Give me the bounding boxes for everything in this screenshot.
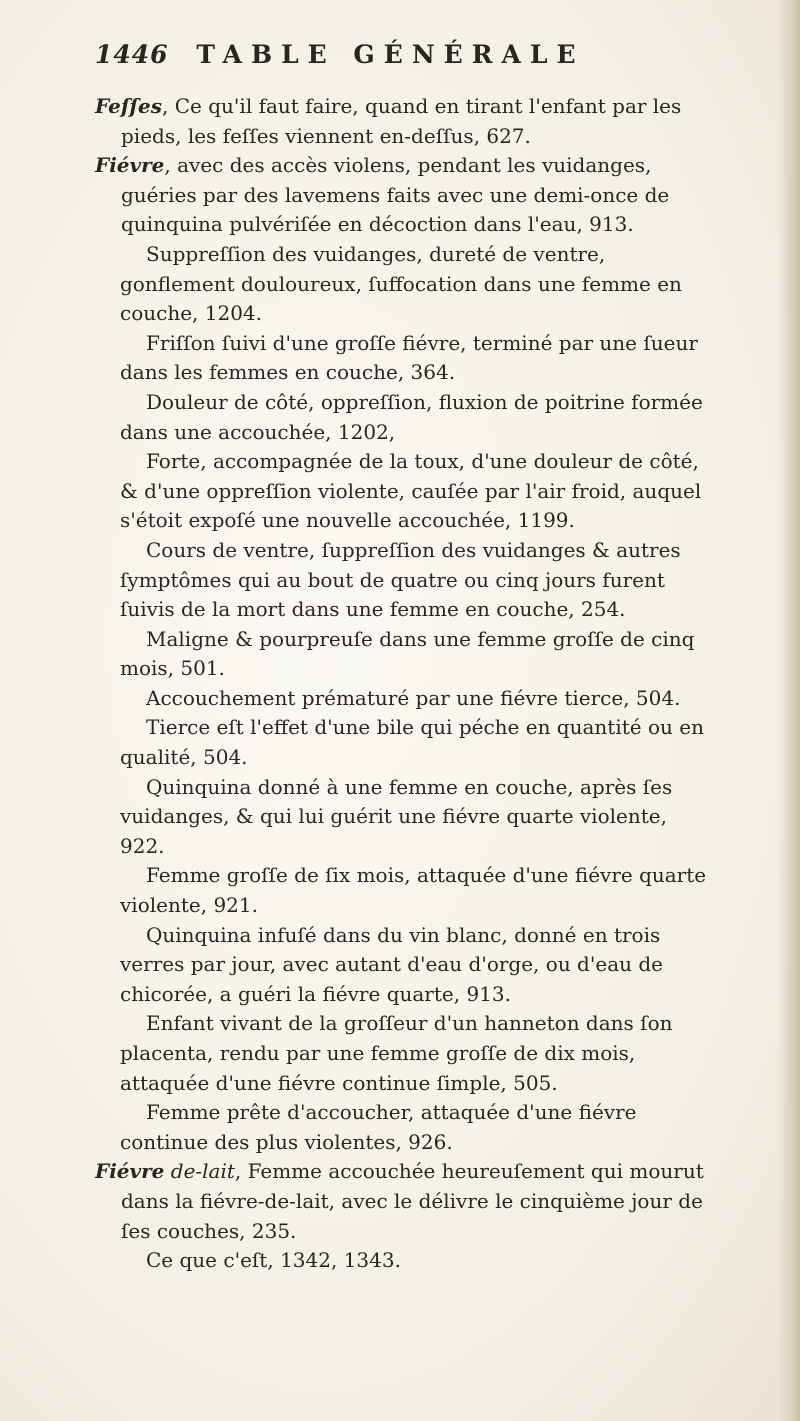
entry-text: Tierce eſt l'effet d'une bile qui péche en quantité ou en qualité, 504. xyxy=(120,715,704,770)
running-header xyxy=(95,40,675,69)
index-entry xyxy=(95,151,715,240)
entry-text: Suppreſſion des vuidanges, dureté de ventre, gonflement douloureux, ſuffocation dans une femme en couche, 1204. xyxy=(120,241,682,326)
index-subentry xyxy=(94,240,715,329)
entry-keyword: Feſſes xyxy=(95,94,163,118)
page-edge xyxy=(778,0,800,1421)
entry-text: Femme prête d'accoucher, attaquée d'une fiévre continue des plus violentes, 926. xyxy=(120,1100,637,1154)
entry-text: Maligne & pourpreuſe dans une femme groſſe de cinq mois, 501. xyxy=(120,626,695,681)
index-subentry xyxy=(94,447,715,536)
entry-text: Accouchement prématuré par une fiévre tierce, 504. xyxy=(146,685,681,710)
index-subentry xyxy=(94,684,715,714)
index-subentry xyxy=(94,713,715,772)
page-number: 1446 xyxy=(95,40,169,69)
index-subentry xyxy=(94,388,715,447)
index-entry xyxy=(95,92,715,151)
index-subentry xyxy=(94,861,715,920)
entry-text: Cours de ventre, ſuppreſſion des vuidanges & autres ſymptômes qui au bout de quatre ou cinq jours furent ſuivis de la mort dans une femme en couche, 254. xyxy=(120,537,681,622)
entry-text: Friſſon ſuivi d'une groſſe fiévre, terminé par une ſueur dans les femmes en couche, 364. xyxy=(120,330,698,385)
index-subentry xyxy=(94,921,715,1010)
entry-text: , Ce qu'il faut faire, quand en tirant l'enfant par les pieds, les feſſes viennent en-deſſus, 627. xyxy=(121,94,682,148)
entry-text: Enfant vivant de la groſſeur d'un hanneton dans ſon placenta, rendu par une femme groſſe de dix mois, attaquée d'une fiévre continue ſimple, 505. xyxy=(120,1011,673,1095)
index-subentry xyxy=(94,1246,715,1276)
index-subentry xyxy=(94,329,715,388)
entry-text: Femme groſſe de ſix mois, attaquée d'une fiévre quarte violente, 921. xyxy=(120,863,707,918)
header-title: TABLE GÉNÉRALE xyxy=(196,40,585,69)
entry-keyword: Fiévre xyxy=(95,1159,165,1184)
entry-text: Quinquina donné à une femme en couche, après ſes vuidanges, & qui lui guérit une fiévre quarte violente, 922. xyxy=(120,774,673,858)
index-subentry xyxy=(94,625,715,684)
index-subentry xyxy=(94,536,715,625)
entry-text: Ce que c'eſt, 1342, 1343. xyxy=(146,1248,401,1273)
index-subentry xyxy=(94,1009,715,1098)
entry-text: Douleur de côté, oppreſſion, fluxion de poitrine formée dans une accouchée, 1202, xyxy=(120,389,703,444)
index-body xyxy=(95,92,715,1276)
entry-text: , avec des accès violens, pendant les vuidanges, guéries par des lavemens faits avec une demi-once de quinquina pulvériſée en décoction dans l'eau, 913. xyxy=(121,153,670,237)
entry-keyword: Fiévre xyxy=(95,153,165,178)
index-subentry xyxy=(94,773,715,862)
entry-text: Quinquina infuſé dans du vin blanc, donné en trois verres par jour, avec autant d'eau d'orge, ou d'eau de chicorée, a guéri la fiévre quarte, 913. xyxy=(120,922,663,1006)
entry-text: Forte, accompagnée de la toux, d'une douleur de côté, & d'une oppreſſion violente, cauſée par l'air froid, auquel s'étoit expoſé une nouvelle accouchée, 1199. xyxy=(120,449,702,533)
entry-keyword-qualifier: de-lait xyxy=(170,1159,235,1184)
index-subentry xyxy=(94,1098,715,1157)
index-entry xyxy=(95,1157,715,1246)
entry-text: , Femme accouchée heureuſement qui mourut dans la fiévre-de-lait, avec le délivre le cinquième jour de ſes couches, 235. xyxy=(121,1159,704,1243)
